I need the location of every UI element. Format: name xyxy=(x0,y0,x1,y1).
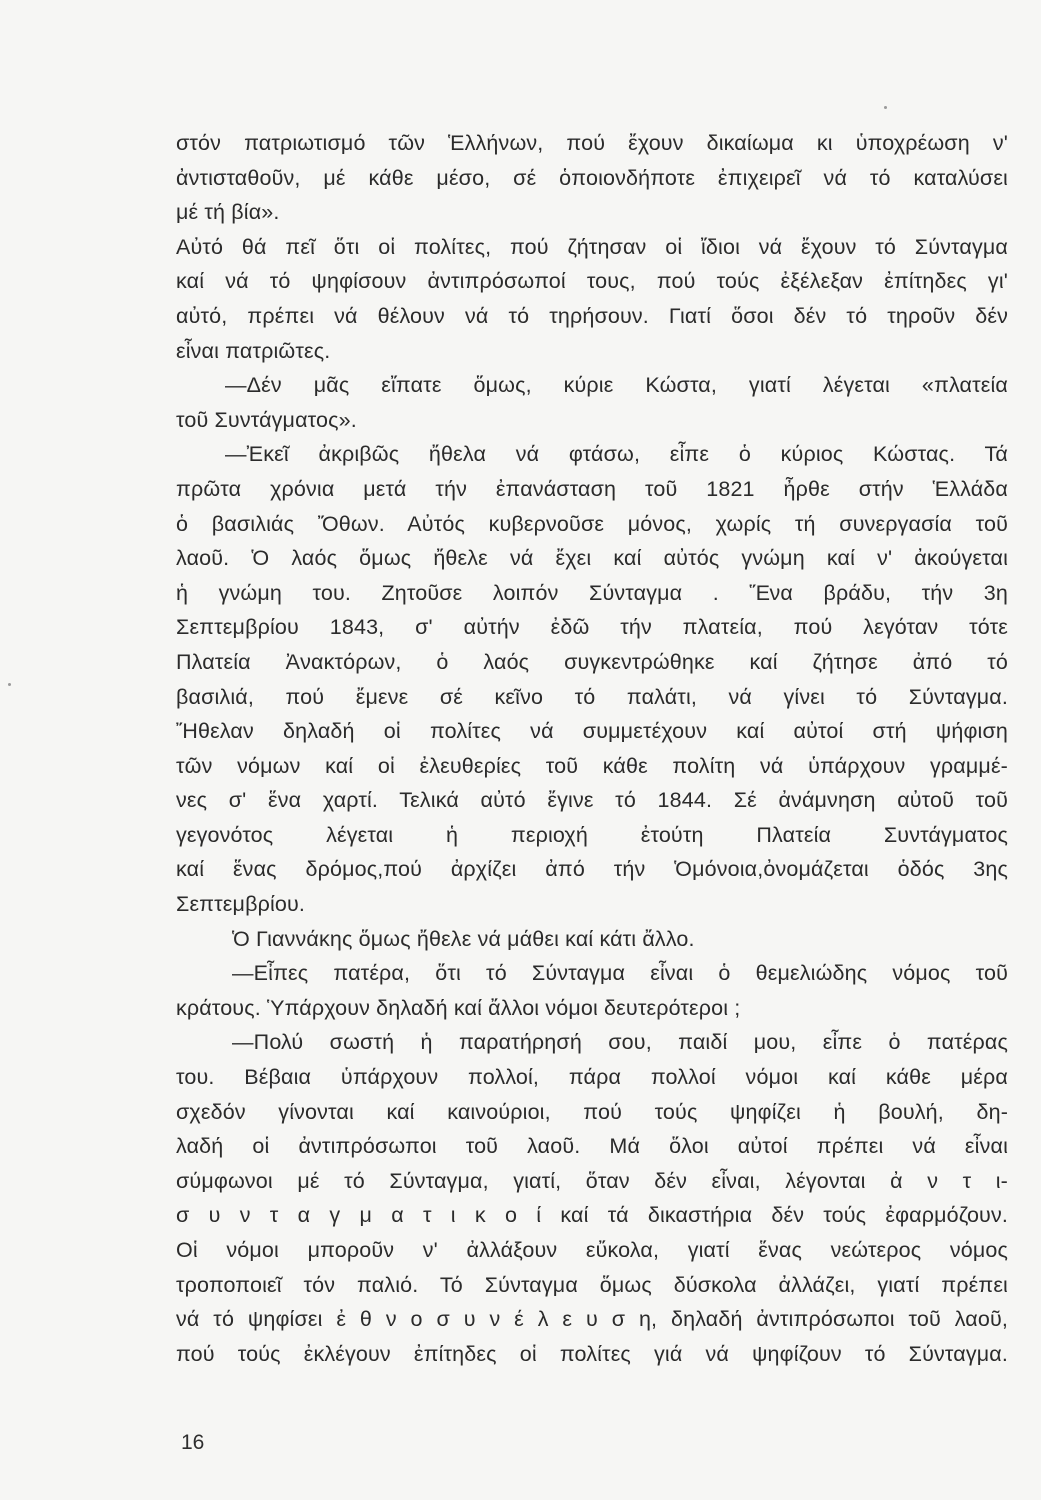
page-number: 16 xyxy=(181,1431,205,1454)
paragraph-line: Ὁ Γιαννάκης ὅμως ἤθελε νά μάθει καί κάτι ἄλλο. xyxy=(232,926,695,951)
text-line: καί νά τό ψηφίσουν ἀντιπρόσωποί τους, πού τούς ἐξέλεξαν ἐπίτηδες γι' xyxy=(176,269,1008,294)
text-line: λαδή οἱ ἀντιπρόσωποι τοῦ λαοῦ. Μά ὅλοι αὐτοί πρέπει νά εἶναι xyxy=(176,1134,1008,1159)
text-line: Σεπτεμβρίου. xyxy=(176,892,306,917)
text-line: σύμφωνοι μέ τό Σύνταγμα, γιατί, ὅταν δέν εἶναι, λέγονται ἀ ν τ ι- xyxy=(176,1168,1008,1193)
text-line: Πλατεία Ἀνακτόρων, ὁ λαός συγκεντρώθηκε καί ζήτησε ἀπό τό xyxy=(176,649,1008,674)
text-line: πού τούς ἐκλέγουν ἐπίτηδες οἱ πολίτες γιά νά ψηφίζουν τό Σύνταγμα. xyxy=(176,1341,1008,1366)
text-line: πρῶτα χρόνια μετά τήν ἐπανάσταση τοῦ 1821 ἦρθε στήν Ἑλλάδα xyxy=(176,476,1008,501)
paper-speck xyxy=(884,106,887,109)
text-line: Ἤθελαν δηλαδή οἱ πολίτες νά συμμετέχουν καί αὐτοί στή ψήφιση xyxy=(176,719,1008,744)
text-line: βασιλιά, πού ἔμενε σέ κεῖνο τό παλάτι, νά γίνει τό Σύνταγμα. xyxy=(176,684,1008,709)
text-line: ἀντισταθοῦν, μέ κάθε μέσο, σέ ὁποιονδήποτε ἐπιχειρεῖ νά τό καταλύσει xyxy=(176,165,1008,190)
text-line: Οἱ νόμοι μποροῦν ν' ἀλλάξουν εὔκολα, γιατί ἕνας νεώτερος νόμος xyxy=(176,1238,1008,1262)
text-line: Αὐτό θά πεῖ ὅτι οἱ πολίτες, πού ζήτησαν οἱ ἴδιοι νά ἔχουν τό Σύνταγμα xyxy=(176,234,1008,259)
text-line: στόν πατριωτισμό τῶν Ἑλλήνων, πού ἔχουν δικαίωμα κι ὑποχρέωση ν' xyxy=(176,131,1008,155)
text-line: αὐτό, πρέπει νά θέλουν νά τό τηρήσουν. Γιατί ὅσοι δέν τό τηροῦν δέν xyxy=(176,303,1008,328)
dialogue-line: —Εἶπες πατέρα, ὅτι τό Σύνταγμα εἶναι ὁ θεμελιώδης νόμος τοῦ xyxy=(232,961,1008,986)
text-line: τοῦ Συντάγματος». xyxy=(176,407,357,432)
text-line: τῶν νόμων καί οἱ ἐλευθερίες τοῦ κάθε πολίτη νά ὑπάρχουν γραμμέ- xyxy=(176,753,1008,778)
dialogue-line: —Ἐκεῖ ἀκριβῶς ἤθελα νά φτάσω, εἶπε ὁ κύριος Κώστας. Τά xyxy=(225,442,1008,467)
text-line: εἶναι πατριῶτες. xyxy=(176,338,331,363)
text-line: νά τό ψηφίσει ἐ θ ν ο σ υ ν έ λ ε υ σ η, δηλαδή ἀντιπρόσωποι τοῦ λαοῦ, xyxy=(176,1307,1008,1332)
text-line: μέ τή βία». xyxy=(176,200,280,225)
text-line: σ υ ν τ α γ μ α τ ι κ ο ί καί τά δικαστήρια δέν τούς ἐφαρμόζουν. xyxy=(176,1203,1008,1228)
text-line: γεγονότος λέγεται ἡ περιοχή ἐτούτη Πλατεία Συντάγματος xyxy=(176,822,1008,847)
text-line: λαοῦ. Ὁ λαός ὅμως ἤθελε νά ἔχει καί αὐτός γνώμη καί ν' ἀκούγεται xyxy=(176,546,1008,571)
dialogue-line: —Δέν μᾶς εἴπατε ὅμως, κύριε Κώστα, γιατί λέγεται «πλατεία xyxy=(225,373,1008,398)
text-line: του. Βέβαια ὑπάρχουν πολλοί, πάρα πολλοί νόμοι καί κάθε μέρα xyxy=(176,1065,1008,1090)
text-line: τροποποιεῖ τόν παλιό. Τό Σύνταγμα ὅμως δύσκολα ἀλλάζει, γιατί πρέπει xyxy=(176,1272,1008,1297)
text-line: σχεδόν γίνονται καί καινούριοι, πού τούς ψηφίζει ἡ βουλή, δη- xyxy=(176,1099,1008,1124)
text-line: ὁ βασιλιάς Ὄθων. Αὐτός κυβερνοῦσε μόνος, χωρίς τή συνεργασία τοῦ xyxy=(176,511,1008,536)
body-text xyxy=(176,126,1008,1371)
text-line: Σεπτεμβρίου 1843, σ' αὐτήν ἐδῶ τήν πλατεία, πού λεγόταν τότε xyxy=(176,615,1008,640)
text-line: νες σ' ἕνα χαρτί. Τελικά αὐτό ἔγινε τό 1844. Σέ ἀνάμνηση αὐτοῦ τοῦ xyxy=(176,788,1008,813)
dialogue-line: —Πολύ σωστή ἡ παρατήρησή σου, παιδί μου, εἶπε ὁ πατέρας xyxy=(232,1030,1008,1055)
text-line: κράτους. Ὑπάρχουν δηλαδή καί ἄλλοι νόμοι δευτερότεροι ; xyxy=(176,995,741,1020)
text-line: καί ἕνας δρόμος,πού ἀρχίζει ἀπό τήν Ὁμόνοια,ὀνομάζεται ὁδός 3ης xyxy=(176,857,1008,882)
paper-speck xyxy=(8,683,11,686)
text-line: ἡ γνώμη του. Ζητοῦσε λοιπόν Σύνταγμα . Ἕνα βράδυ, τήν 3η xyxy=(176,580,1008,605)
